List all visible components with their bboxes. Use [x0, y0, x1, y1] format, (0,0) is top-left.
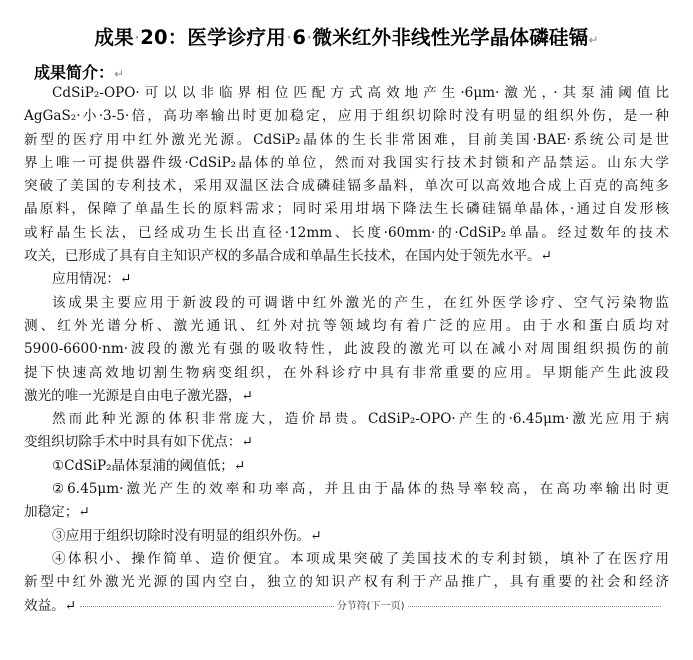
text-line: 测、红外光谱分析、激光通讯、红外对抗等领域均有着广泛的应用。由于水和蛋白质均对: [24, 317, 669, 334]
section-break: [80, 595, 661, 618]
text-line: 该成果主要应用于新波段的可调谐中红外激光的产生，在红外医学诊疗、空气污染物监: [52, 294, 669, 311]
text-line: 5900-6600·nm·波段的激光有强的吸收特性，此波段的激光可以在减小对周围组织损伤的前: [24, 341, 669, 358]
list-item: ③应用于组织切除时没有明显的组织外伤。↵: [52, 527, 322, 544]
text-line: 界上唯一可提供器件级·CdSiP₂晶体的单位，然而对我国实行技术封锁和产品禁运。山东大学: [24, 154, 669, 171]
section-break-label: 分节符(下一页): [336, 600, 405, 612]
text-line: 变组织切除手术中时具有如下优点：↵: [24, 434, 253, 451]
list-item: ②6.45μm·激光产生的效率和功率高，并且由于晶体的热导率较高，在高功率输出时更: [52, 481, 669, 498]
text-line: 提下快速高效地切割生物病变组织，在外科诊疗中具有非常重要的应用。早期能产生此波段: [24, 364, 669, 381]
paragraph-mark-icon: ↵: [588, 33, 599, 47]
document-body: [24, 82, 669, 618]
title-part-a: 成果: [94, 26, 134, 49]
section-break-rule-right: [408, 606, 662, 607]
text-line: 晶原料，保障了单晶生长的原料需求；同时采用坩埚下降法生长磷硅镉单晶体，·通过自发形核: [24, 201, 669, 218]
text-line: 新型的医疗用中红外激光光源。CdSiP₂晶体的生长非常困难，目前美国·BAE·系统公司是世: [24, 131, 669, 148]
section-heading: [34, 60, 124, 83]
text-line: AgGaS₂·小·3-5·倍，高功率输出时更加稳定，应用于组织切除时没有明显的组织外伤，是一种: [24, 108, 669, 125]
text-line: 新型中红外激光光源的国内空白，独立的知识产权有利于产品推广，具有重要的社会和经济: [24, 574, 669, 591]
text-line: CdSiP₂-OPO·可以以非临界相位匹配方式高效地产生·6μm·激光，·其泵浦阈值比: [52, 85, 669, 101]
subheading-line: 应用情况：↵: [52, 271, 132, 288]
text-line: 或籽晶生长法，已经成功生长出直径·12mm、长度·60mm·的·CdSiP₂单晶。经过数年的技术: [24, 224, 669, 241]
paragraph-mark-icon: ↵: [114, 67, 125, 81]
title-part-c: 6: [292, 26, 307, 49]
space-mark: ·: [306, 26, 313, 49]
title-part-d: 微米红外非线性光学晶体磷硅镉: [312, 26, 589, 49]
text-line: 突破了美国的专利技术，采用双温区法合成磷硅镉多晶料，单次可以高效地合成上百克的高纯多: [24, 178, 669, 195]
title-part-b: 20：医学诊疗用: [140, 26, 286, 49]
text-line: 然而此种光源的体积非常庞大，造价昂贵。CdSiP₂-OPO·产生的·6.45μm·激光应用于病: [52, 411, 669, 428]
last-line: [24, 595, 669, 618]
text-line: 激光的唯一光源是自由电子激光器，↵: [24, 387, 253, 404]
text-line: 效益。↵: [24, 597, 77, 614]
section-heading-text: 成果简介：: [34, 63, 115, 82]
text-line: 加稳定；↵: [24, 504, 90, 521]
text-line: 攻关，已形成了具有自主知识产权的多晶合成和单晶生长技术，在国内处于领先水平。↵: [24, 248, 552, 265]
document-title: [0, 22, 693, 50]
list-item: ④体积小、操作简单、造价便宜。本项成果突破了美国技术的专利封锁，填补了在医疗用: [52, 550, 669, 567]
list-item: ①CdSiP₂晶体泵浦的阈值低；↵: [52, 457, 246, 474]
space-mark: ·: [285, 26, 293, 49]
section-break-rule-left: [80, 606, 334, 607]
space-mark: ·: [133, 26, 141, 49]
